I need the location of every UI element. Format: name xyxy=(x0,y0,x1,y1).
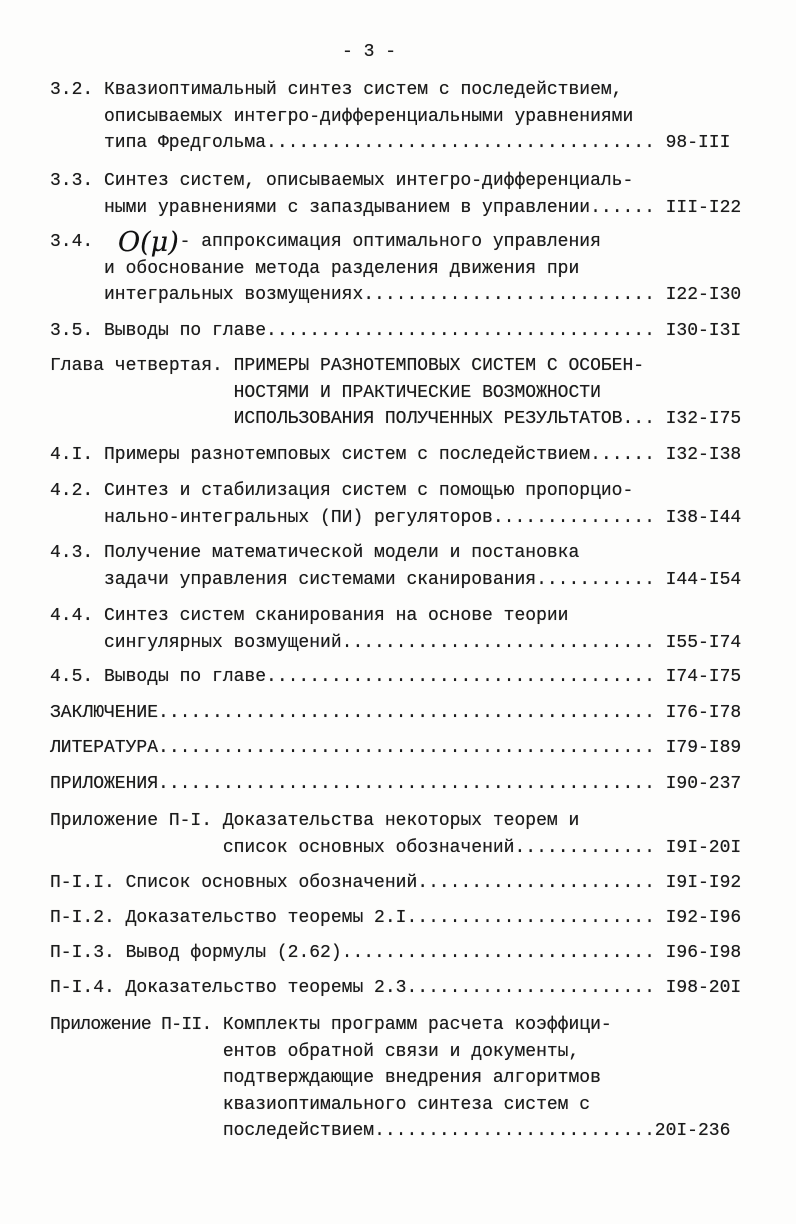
entry-text: Список основных обозначений xyxy=(125,873,418,893)
toc-entry-3-3 xyxy=(50,168,744,221)
toc-entry-references xyxy=(50,735,744,762)
page-range: I44-I54 xyxy=(665,569,742,590)
page-range: I55-I74 xyxy=(665,632,742,653)
toc-line xyxy=(50,940,744,967)
page-range: I74-I75 xyxy=(665,667,742,687)
entry-text: Доказательство теоремы 2.3 xyxy=(125,978,407,998)
entry-text: Комплекты программ расчета коэффици- xyxy=(222,1015,612,1035)
section-number: 4.2. xyxy=(50,481,94,501)
entry-text: последействием xyxy=(222,1121,375,1142)
toc-line xyxy=(50,808,744,835)
toc-line xyxy=(50,1092,744,1119)
leader-dots xyxy=(158,771,655,798)
leader-dots xyxy=(266,318,655,345)
toc-line xyxy=(50,282,744,309)
page-range: III-I22 xyxy=(665,197,742,218)
entry-text: ЛИТЕРАТУРА xyxy=(50,738,159,758)
toc-line xyxy=(50,77,744,104)
toc-line xyxy=(50,975,744,1002)
entry-text: подтверждающие внедрения алгоритмов xyxy=(222,1068,601,1089)
entry-text: задачи управления системами сканирования xyxy=(104,569,537,590)
leader-dots xyxy=(158,735,655,762)
section-number: П-I.I. xyxy=(50,873,115,893)
section-number: П-I.3. xyxy=(50,943,115,963)
page-range: I98-20I xyxy=(665,978,742,998)
toc-line xyxy=(50,168,744,195)
toc-entry-appendix-1-3 xyxy=(50,940,744,967)
entry-text: НОСТЯМИ И ПРАКТИЧЕСКИЕ ВОЗМОЖНОСТИ xyxy=(233,382,601,403)
leader-dots xyxy=(342,940,655,967)
page-range: I9I-20I xyxy=(665,837,742,858)
toc-line xyxy=(50,130,744,157)
page-range: 20I-236 xyxy=(654,1121,731,1142)
toc-line xyxy=(50,540,744,567)
toc-line xyxy=(50,478,744,505)
toc-entry-3-4 xyxy=(50,229,744,309)
entry-text: сингулярных возмущений xyxy=(104,632,342,653)
leader-dots xyxy=(374,1118,655,1145)
leader-dots xyxy=(363,282,655,309)
page-range: 98-III xyxy=(665,133,731,154)
toc-entry-appendices xyxy=(50,771,744,798)
toc-entry-conclusion xyxy=(50,700,744,727)
section-number: 3.5. xyxy=(50,321,94,341)
entry-text: нально-интегральных (ПИ) регуляторов xyxy=(104,507,493,528)
toc-line xyxy=(50,104,744,131)
leader-dots xyxy=(493,505,655,532)
entry-text: Синтез систем, описываемых интегро-дифференциаль- xyxy=(104,171,634,191)
entry-text: - аппроксимация оптимального управления xyxy=(179,232,601,252)
entry-text: Синтез систем сканирования на основе теории xyxy=(104,606,569,626)
entry-text: квазиоптимального синтеза систем с xyxy=(222,1094,591,1115)
entry-text: Доказательства некоторых теорем и xyxy=(222,811,580,831)
appendix-label: Приложение П-II. xyxy=(50,1015,212,1035)
leader-dots xyxy=(590,195,655,222)
section-number: 3.3. xyxy=(50,171,94,191)
toc-line xyxy=(50,229,744,256)
leader-dots xyxy=(266,130,655,157)
page-range: I76-I78 xyxy=(665,703,742,723)
toc-entry-4-3 xyxy=(50,540,744,593)
toc-entry-4-2 xyxy=(50,478,744,531)
page-range: I90-237 xyxy=(665,774,742,794)
page-range: I30-I3I xyxy=(665,321,742,341)
toc-entry-4-1 xyxy=(50,442,744,469)
page-range: I38-I44 xyxy=(665,507,742,528)
appendix-label: Приложение П-I. xyxy=(50,811,213,831)
toc-line xyxy=(50,1012,744,1039)
page-range: I96-I98 xyxy=(665,943,742,963)
entry-text: ПРИМЕРЫ РАЗНОТЕМПОВЫХ СИСТЕМ С ОСОБЕН- xyxy=(233,356,645,376)
entry-text: и обоснование метода разделения движения при xyxy=(104,258,580,279)
toc-entry-3-5 xyxy=(50,318,744,345)
toc-line xyxy=(50,603,744,630)
leader-dots xyxy=(266,664,655,691)
section-number: 4.5. xyxy=(50,667,94,687)
toc-entry-3-2 xyxy=(50,77,744,157)
toc-line xyxy=(50,1118,744,1145)
toc-line xyxy=(50,835,744,862)
leader-dots xyxy=(590,442,655,469)
toc-entry-chapter-4 xyxy=(50,353,744,433)
entry-text: Вывод формулы (2.62) xyxy=(125,943,342,963)
toc-line xyxy=(50,771,744,798)
entry-text: Получение математической модели и постановка xyxy=(104,543,580,563)
handwritten-formula: O(μ) xyxy=(118,227,179,258)
entry-text: ЗАКЛЮЧЕНИЕ xyxy=(50,703,159,723)
toc-line xyxy=(50,664,744,691)
section-number: 4.I. xyxy=(50,445,94,465)
toc-line xyxy=(50,505,744,532)
page-range: I9I-I92 xyxy=(665,873,742,893)
leader-dots xyxy=(514,835,654,862)
section-number: 3.2. xyxy=(50,80,94,100)
toc-line xyxy=(50,630,744,657)
section-number: 4.3. xyxy=(50,543,94,563)
page-range: I32-I38 xyxy=(665,445,742,465)
leader-dots xyxy=(536,567,655,594)
toc-line xyxy=(50,567,744,594)
leader-dots xyxy=(623,406,655,433)
entry-text: Выводы по главе xyxy=(104,667,267,687)
entry-text: список основных обозначений xyxy=(222,837,515,858)
entry-text: ИСПОЛЬЗОВАНИЯ ПОЛУЧЕННЫХ РЕЗУЛЬТАТОВ xyxy=(233,409,623,430)
toc-line xyxy=(50,380,744,407)
page-range: I32-I75 xyxy=(665,409,742,430)
leader-dots xyxy=(417,870,655,897)
toc-line xyxy=(50,1039,744,1066)
toc-line xyxy=(50,195,744,222)
leader-dots xyxy=(158,700,655,727)
toc-line xyxy=(50,1065,744,1092)
toc-line xyxy=(50,870,744,897)
chapter-label: Глава четвертая. xyxy=(50,356,223,376)
entry-text: описываемых интегро-дифференциальными уравнениями xyxy=(104,106,634,127)
toc-line xyxy=(50,905,744,932)
page-range: I92-I96 xyxy=(665,908,742,928)
leader-dots xyxy=(406,975,654,1002)
toc-line xyxy=(50,700,744,727)
entry-text: Квазиоптимальный синтез систем с последействием, xyxy=(104,80,623,100)
toc-line xyxy=(50,442,744,469)
entry-text: типа Фредгольма xyxy=(104,133,267,154)
section-number: П-I.4. xyxy=(50,978,115,998)
leader-dots xyxy=(342,630,655,657)
entry-text: ными уравнениями с запаздыванием в управлении xyxy=(104,197,591,218)
page-number: - 3 - xyxy=(342,42,397,62)
entry-text: интегральных возмущениях xyxy=(104,285,364,306)
entry-text: Примеры разнотемповых систем с последействием xyxy=(104,445,591,465)
entry-text: ПРИЛОЖЕНИЯ xyxy=(50,774,159,794)
entry-text: Выводы по главе xyxy=(104,321,267,341)
toc-entry-appendix-1-4 xyxy=(50,975,744,1002)
toc-line xyxy=(50,735,744,762)
toc-line xyxy=(50,353,744,380)
page-range: I79-I89 xyxy=(665,738,742,758)
entry-text: ентов обратной связи и документы, xyxy=(222,1041,580,1062)
toc-line xyxy=(50,406,744,433)
toc-entry-appendix-1 xyxy=(50,808,744,861)
toc-entry-4-5 xyxy=(50,664,744,691)
entry-text: Синтез и стабилизация систем с помощью пропорцио- xyxy=(104,481,634,501)
leader-dots xyxy=(406,905,654,932)
section-number: П-I.2. xyxy=(50,908,115,928)
toc-entry-4-4 xyxy=(50,603,744,656)
toc-entry-appendix-2 xyxy=(50,1012,744,1145)
toc-line xyxy=(50,318,744,345)
toc-entry-appendix-1-2 xyxy=(50,905,744,932)
toc-line xyxy=(50,256,744,283)
entry-text: Доказательство теоремы 2.I xyxy=(125,908,407,928)
section-number: 4.4. xyxy=(50,606,94,626)
page-range: I22-I30 xyxy=(665,285,742,306)
section-number: 3.4. xyxy=(50,232,94,252)
toc-entry-appendix-1-1 xyxy=(50,870,744,897)
